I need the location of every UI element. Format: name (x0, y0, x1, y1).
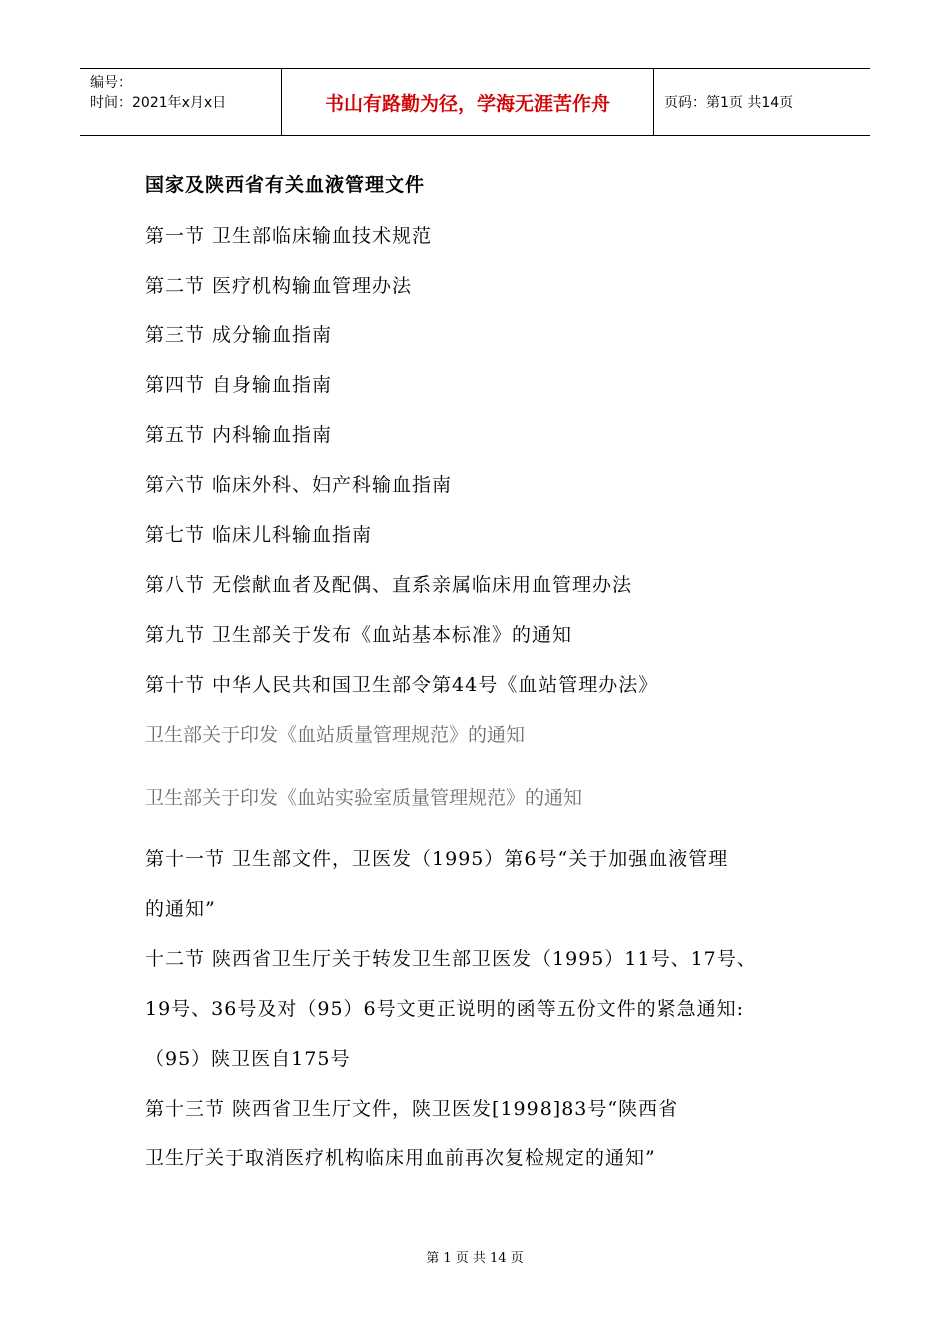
toc-line: 第十节 中华人民共和国卫生部令第44号《血站管理办法》 (145, 674, 659, 696)
toc-line: 第八节 无偿献血者及配偶、直系亲属临床用血管理办法 (145, 574, 633, 596)
toc-line: 第九节 卫生部关于发布《血站基本标准》的通知 (145, 624, 573, 646)
toc-line: 第十一节 卫生部文件，卫医发（1995）第6号“关于加强血液管理 (145, 848, 729, 870)
toc-line: 第七节 临床儿科输血指南 (145, 524, 373, 546)
document-title: 国家及陕西省有关血液管理文件 (145, 174, 426, 196)
number-label: 编号： (90, 75, 132, 91)
toc-line: 卫生部关于印发《血站实验室质量管理规范》的通知 (145, 787, 583, 809)
time-label: 时间：2021年x月x日 (90, 95, 227, 111)
toc-line: 第三节 成分输血指南 (145, 324, 333, 346)
page-header (80, 68, 870, 136)
toc-line: 第五节 内科输血指南 (145, 424, 333, 446)
toc-line: 第一节 卫生部临床输血技术规范 (145, 225, 433, 247)
toc-line: 卫生厅关于取消医疗机构临床用血前再次复检规定的通知” (145, 1147, 656, 1169)
header-motto: 书山有路勤为径，学海无涯苦作舟 (282, 69, 654, 135)
toc-line: 第六节 临床外科、妇产科输血指南 (145, 474, 453, 496)
toc-line: 第四节 自身输血指南 (145, 374, 333, 396)
toc-line: 卫生部关于印发《血站质量管理规范》的通知 (145, 724, 526, 746)
page-footer: 第 1 页 共 14 页 (426, 1251, 524, 1266)
toc-line: 19号、36号及对（95）6号文更正说明的函等五份文件的紧急通知: (145, 998, 745, 1020)
header-meta (80, 69, 282, 135)
toc-line: 的通知” (145, 898, 216, 920)
toc-line: 十二节 陕西省卫生厅关于转发卫生部卫医发（1995）11号、17号、 (145, 948, 757, 970)
toc-line: 第二节 医疗机构输血管理办法 (145, 275, 413, 297)
toc-line: 第十三节 陕西省卫生厅文件，陕卫医发[1998]83号“陕西省 (145, 1098, 679, 1120)
toc-line: （95）陕卫医自175号 (145, 1048, 351, 1070)
header-page-info: 页码：第1页 共14页 (664, 95, 794, 111)
